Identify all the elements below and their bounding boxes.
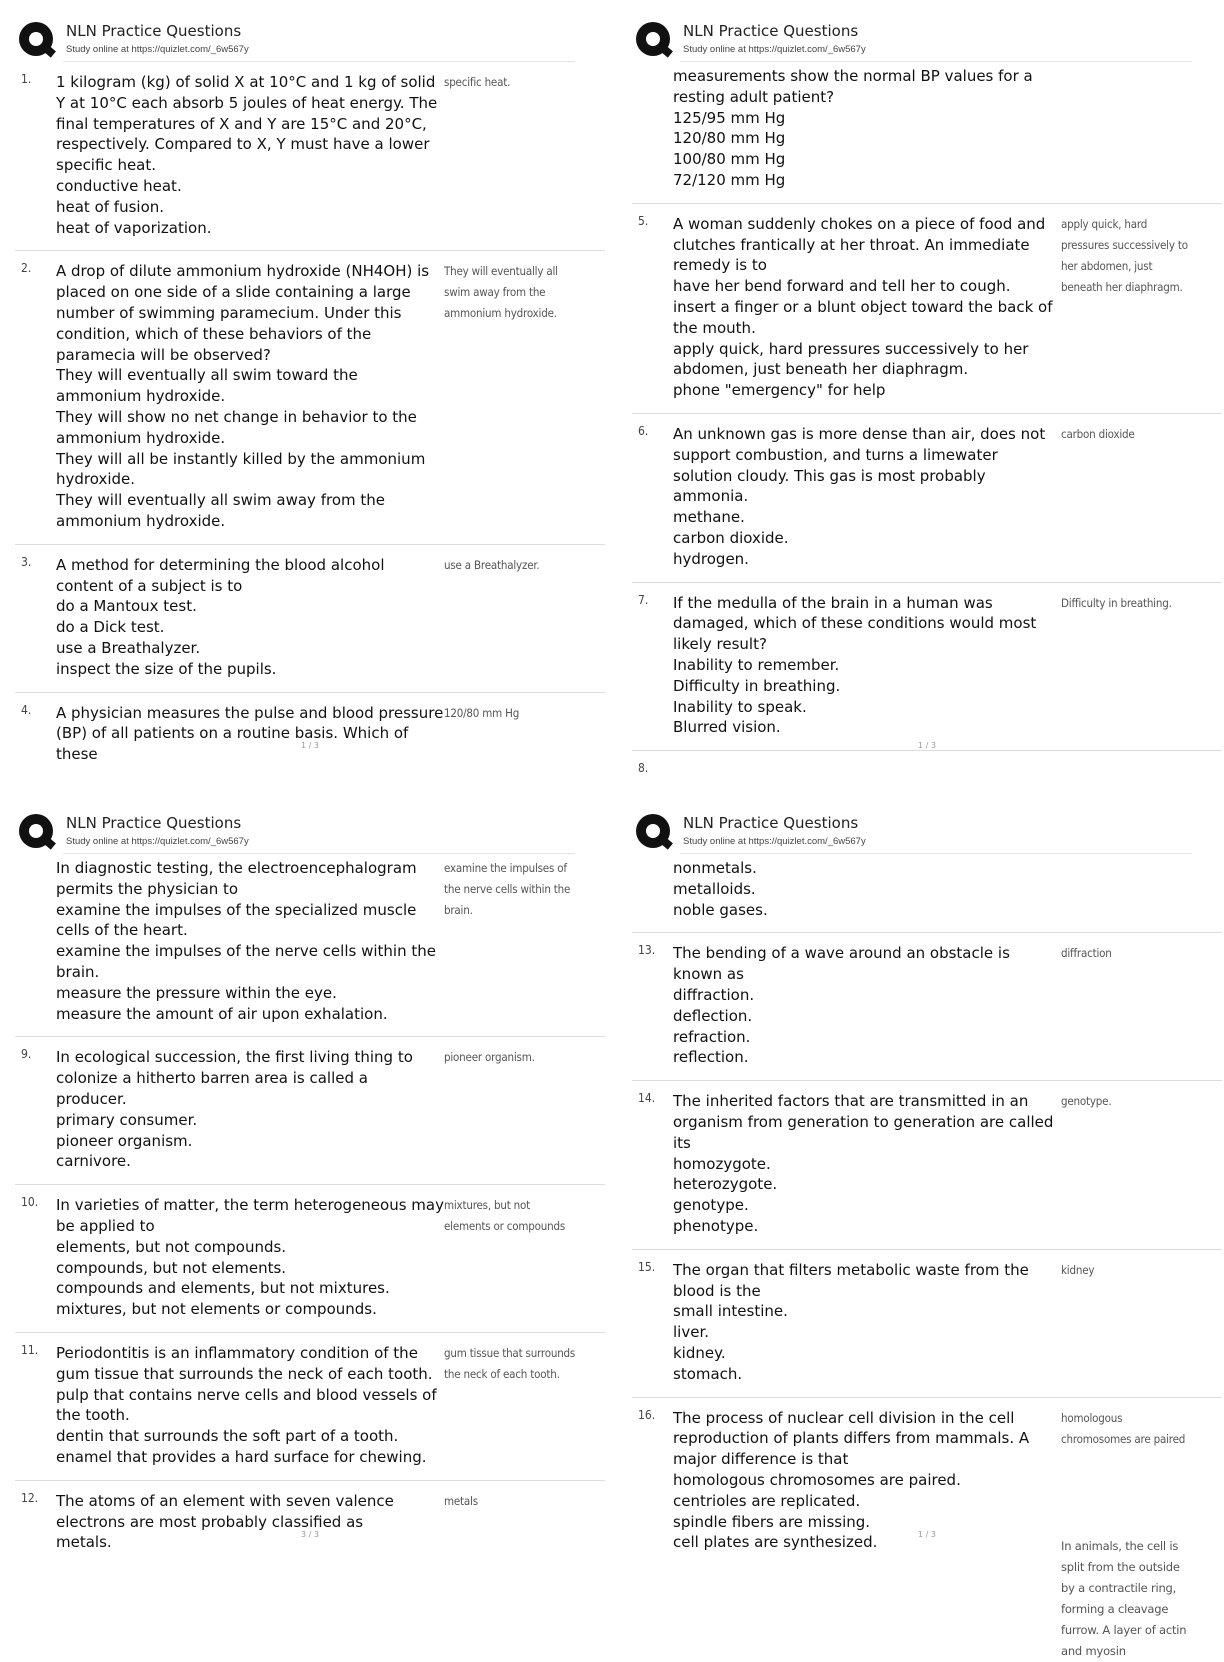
- option: noble gases.: [673, 900, 768, 919]
- question-text: If the medulla of the brain in a human was damaged, which of these conditions would most likely result?: [673, 593, 1037, 654]
- question-text: 1 kilogram (kg) of solid X at 10°C and 1 kg of solid Y at 10°C each absorb 5 joules of heat energy. The final temperatures of X and Y are 15°C and 20°C, respectively. Compared to X, Y must have a lower: [56, 73, 438, 154]
- question-text: In varieties of matter, the term heterogeneous may be applied to: [56, 1196, 444, 1235]
- option: use a Breathalyzer.: [56, 638, 201, 657]
- answer-text: diffraction: [1061, 946, 1112, 961]
- question-text: The process of nuclear cell division in the cell reproduction of plants differs from mammals. A major difference is that: [673, 1408, 1030, 1469]
- question-item: [15, 1037, 605, 1185]
- question-text: A drop of dilute ammonium hydroxide (NH4OH) is placed on one side of a slide containing a large number of swimming paramecium. Under this condition, which of these behaviors of the paramecia will be observed?: [56, 262, 430, 364]
- option: centrioles are replicated.: [673, 1491, 861, 1510]
- option: measure the pressure within the eye.: [56, 983, 337, 1002]
- header-title: NLN Practice Questions: [683, 22, 859, 40]
- option: genotype.: [673, 1196, 749, 1215]
- page-footer: 1 / 3: [918, 1530, 936, 1539]
- question-number: 14.: [638, 1091, 656, 1106]
- quizlet-logo-icon: [636, 814, 670, 848]
- answer-text: carbon dioxide: [1061, 426, 1135, 441]
- question-text-block: [673, 1081, 1061, 1249]
- option: do a Dick test.: [56, 618, 165, 637]
- option: refraction.: [673, 1027, 751, 1046]
- header-subtitle: Study online at https://quizlet.com/_6w567y: [683, 44, 866, 55]
- question-text-block: [56, 1037, 444, 1184]
- question-number: 8.: [638, 761, 649, 776]
- page-header: [15, 810, 605, 854]
- question-item: [632, 204, 1222, 414]
- question-item: [15, 251, 605, 544]
- header-subtitle: Study online at https://quizlet.com/_6w567y: [66, 44, 249, 55]
- question-number: 6.: [638, 423, 649, 438]
- option: deflection.: [673, 1006, 753, 1025]
- option: homozygote.: [673, 1154, 771, 1173]
- option: liver.: [673, 1323, 709, 1342]
- page-footer: 1 / 3: [918, 741, 936, 750]
- option: stomach.: [673, 1364, 743, 1383]
- question-item: [15, 62, 605, 251]
- question-text-block: [673, 414, 1061, 582]
- option: phone "emergency" for help: [673, 381, 886, 400]
- option: pulp that contains nerve cells and blood vessels of the tooth.: [56, 1385, 437, 1425]
- question-item: [632, 1081, 1222, 1250]
- option: 100/80 mm Hg: [673, 150, 786, 169]
- answer-text: mixtures, but not elements or compounds: [444, 1198, 566, 1234]
- option: heat of vaporization.: [56, 218, 212, 237]
- answer-text: apply quick, hard pressures successively to her abdomen, just beneath her diaphragm.: [1061, 216, 1188, 294]
- option: dentin that surrounds the soft part of a tooth.: [56, 1427, 399, 1446]
- question-text-block: [56, 1185, 444, 1332]
- option: ammonia.: [673, 487, 749, 506]
- question-text: In diagnostic testing, the electroencephalogram permits the physician to: [56, 859, 417, 898]
- page-header: [632, 810, 1222, 854]
- question-number: 4.: [21, 702, 32, 717]
- option: They will all be instantly killed by the ammonium hydroxide.: [56, 449, 426, 489]
- question-text: Periodontitis is an inflammatory condition of the: [56, 1343, 418, 1362]
- answer-text: 120/80 mm Hg: [444, 705, 520, 720]
- option: elements, but not compounds.: [56, 1237, 287, 1256]
- question-text-block: [673, 933, 1061, 1080]
- page-3: [15, 810, 605, 1580]
- answer-text: Difficulty in breathing.: [1061, 595, 1172, 610]
- quizlet-logo-icon: [636, 22, 670, 56]
- option: kidney.: [673, 1343, 726, 1362]
- option: They will eventually all swim away from the ammonium hydroxide.: [56, 491, 385, 530]
- question-number: 12.: [21, 1490, 39, 1505]
- header-subtitle: Study online at https://quizlet.com/_6w567y: [683, 836, 866, 847]
- question-text: In ecological succession, the first living thing to colonize a hitherto barren area is called a: [56, 1048, 413, 1088]
- question-text-block: [56, 1333, 444, 1480]
- quizlet-logo-icon: [19, 22, 53, 56]
- question-text: A woman suddenly chokes on a piece of food and clutches frantically at her throat. An immediate remedy is to: [673, 214, 1046, 275]
- question-number: 7.: [638, 592, 649, 607]
- option: heat of fusion.: [56, 197, 165, 216]
- question-item: [632, 933, 1222, 1081]
- question-item-continued: [632, 62, 1222, 204]
- answer-text: specific heat.: [444, 75, 511, 89]
- header-title: NLN Practice Questions: [66, 814, 242, 832]
- option: nonmetals.: [673, 859, 757, 877]
- question-text: An unknown gas is more dense than air, does not support combustion, and turns a limewater solution cloudy. This gas is most probably: [673, 424, 1046, 485]
- page-2: [632, 18, 1222, 788]
- option: reflection.: [673, 1048, 749, 1067]
- option: measure the amount of air upon exhalation.: [56, 1004, 388, 1023]
- option: homologous chromosomes are paired.: [673, 1470, 961, 1489]
- question-text-block: [56, 62, 444, 250]
- question-text-block: [673, 204, 1061, 413]
- option: Difficulty in breathing.: [673, 676, 841, 695]
- page-1: [15, 18, 605, 788]
- option: metalloids.: [673, 879, 756, 898]
- question-item: [632, 751, 1222, 781]
- option: methane.: [673, 508, 745, 527]
- option: examine the impulses of the nerve cells within the brain.: [56, 942, 436, 981]
- question-text-block: [673, 583, 1061, 751]
- option: Inability to speak.: [673, 697, 807, 716]
- option: Blurred vision.: [673, 718, 781, 737]
- option: 72/120 mm Hg: [673, 170, 786, 189]
- question-list: [632, 62, 1222, 781]
- question-text-block: [673, 854, 1061, 932]
- question-item: [632, 583, 1222, 752]
- option: metals.: [56, 1533, 112, 1552]
- option: spindle fibers are missing.: [673, 1512, 871, 1531]
- question-text: The organ that filters metabolic waste from the blood is the: [673, 1260, 1029, 1300]
- option: specific heat.: [56, 156, 157, 175]
- option: enamel that provides a hard surface for chewing.: [56, 1447, 427, 1466]
- answer-text: examine the impulses of the nerve cells within the brain.: [444, 861, 571, 917]
- question-number: 2.: [21, 261, 32, 276]
- answer-text: gum tissue that surrounds the neck of each tooth.: [444, 1345, 576, 1381]
- page-header: [15, 18, 605, 62]
- option: do a Mantoux test.: [56, 597, 197, 616]
- answer-text: metals: [444, 1493, 478, 1508]
- question-item: [632, 1398, 1222, 1658]
- question-item: [15, 1333, 605, 1481]
- option: compounds and elements, but not mixtures.: [56, 1279, 390, 1298]
- option: compounds, but not elements.: [56, 1258, 287, 1277]
- question-text: The atoms of an element with seven valence electrons are most probably classified as: [56, 1491, 394, 1531]
- question-item: [15, 1185, 605, 1333]
- answer-text: genotype.: [1061, 1094, 1112, 1109]
- option: have her bend forward and tell her to cough.: [673, 277, 1011, 296]
- page-4: [632, 810, 1222, 1658]
- option: pioneer organism.: [56, 1131, 193, 1150]
- answer-text: kidney: [1061, 1262, 1095, 1277]
- answer-text: use a Breathalyzer.: [444, 557, 540, 572]
- option: Inability to remember.: [673, 655, 840, 674]
- option: apply quick, hard pressures successively to her abdomen, just beneath her diaphragm.: [673, 339, 1029, 379]
- question-number: 16.: [638, 1407, 656, 1422]
- question-text: measurements show the normal BP values for a resting adult patient?: [673, 67, 1033, 106]
- question-text-block: [56, 1481, 444, 1565]
- option: 125/95 mm Hg: [673, 108, 786, 127]
- option: examine the impulses of the specialized muscle cells of the heart.: [56, 900, 417, 940]
- page-header: [632, 18, 1222, 62]
- option: heterozygote.: [673, 1175, 778, 1194]
- option: primary consumer.: [56, 1110, 198, 1129]
- question-number: 10.: [21, 1195, 39, 1210]
- question-list: [15, 854, 605, 1565]
- question-text: A physician measures the pulse and blood pressure (BP) of all patients on a routine basis. Which of these: [56, 703, 444, 764]
- question-item: [15, 545, 605, 693]
- answer-text: homologous chromosomes are paired: [1061, 1410, 1186, 1446]
- answer-text: They will eventually all swim away from the ammonium hydroxide.: [444, 264, 558, 321]
- question-list: [15, 62, 605, 777]
- option: diffraction.: [673, 985, 755, 1004]
- option: inspect the size of the pupils.: [56, 659, 277, 678]
- option: carnivore.: [56, 1152, 131, 1171]
- question-text-block: [673, 62, 1061, 203]
- question-text-block: [56, 545, 444, 692]
- option: They will show no net change in behavior to the ammonium hydroxide.: [56, 407, 417, 447]
- answer-explanation: In animals, the cell is split from the outside by a contractile ring, forming a cleavage furrow. A layer of actin and myosin: [1061, 1538, 1187, 1658]
- question-item: [15, 693, 605, 777]
- option: They will eventually all swim toward the ammonium hydroxide.: [56, 366, 358, 406]
- question-number: 5.: [638, 213, 649, 228]
- option: gum tissue that surrounds the neck of each tooth.: [56, 1364, 433, 1383]
- option: insert a finger or a blunt object toward the back of the mouth.: [673, 297, 1053, 337]
- question-text-block: [56, 854, 444, 1036]
- option: small intestine.: [673, 1302, 788, 1321]
- option: producer.: [56, 1089, 127, 1108]
- question-item-continued: [632, 854, 1222, 933]
- header-title: NLN Practice Questions: [683, 814, 859, 832]
- question-number: 3.: [21, 554, 32, 569]
- option: phenotype.: [673, 1216, 759, 1235]
- question-list: [632, 854, 1222, 1658]
- quizlet-logo-icon: [19, 814, 53, 848]
- question-item: [15, 1481, 605, 1565]
- page-footer: 1 / 3: [301, 741, 319, 750]
- question-number: 9.: [21, 1047, 32, 1062]
- option: mixtures, but not elements or compounds.: [56, 1300, 377, 1319]
- question-number: 11.: [21, 1342, 39, 1357]
- question-item: [632, 414, 1222, 583]
- question-text-block: [56, 693, 444, 777]
- page-footer: 3 / 3: [301, 1530, 319, 1539]
- question-text: The inherited factors that are transmitted in an organism from generation to generation are called its: [673, 1092, 1054, 1152]
- question-number: 15.: [638, 1259, 656, 1274]
- question-number: 1.: [21, 72, 32, 86]
- question-item: [632, 1250, 1222, 1398]
- question-text: The bending of a wave around an obstacle is known as: [673, 944, 1010, 984]
- question-text-block: [673, 1250, 1061, 1397]
- header-subtitle: Study online at https://quizlet.com/_6w567y: [66, 836, 249, 847]
- question-text-block: [673, 1398, 1061, 1566]
- question-text: A method for determining the blood alcohol content of a subject is to: [56, 555, 385, 595]
- question-item-continued: [15, 854, 605, 1037]
- option: 120/80 mm Hg: [673, 129, 786, 148]
- question-text-block: [56, 251, 444, 543]
- question-number: 13.: [638, 943, 656, 958]
- header-title: NLN Practice Questions: [66, 22, 242, 40]
- answer-text: pioneer organism.: [444, 1050, 535, 1065]
- option: carbon dioxide.: [673, 528, 789, 547]
- option: conductive heat.: [56, 176, 182, 195]
- option: hydrogen.: [673, 549, 749, 568]
- option: cell plates are synthesized.: [673, 1533, 878, 1552]
